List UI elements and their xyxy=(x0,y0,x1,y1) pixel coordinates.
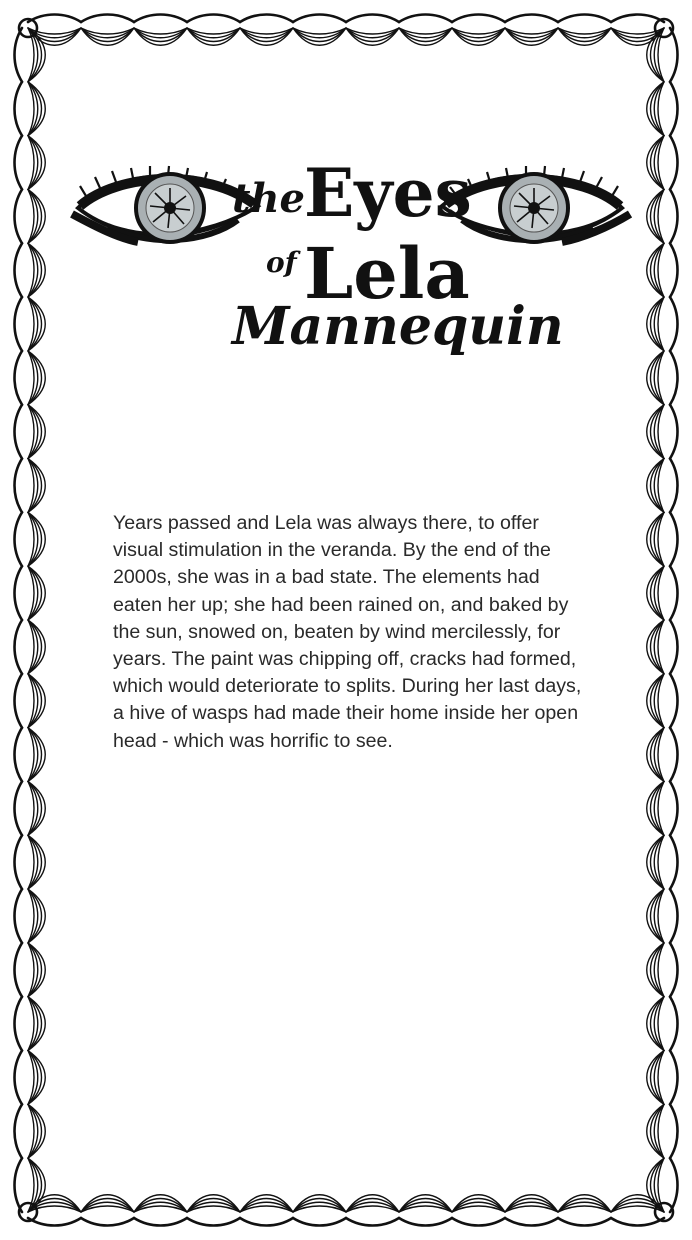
border-scallop xyxy=(81,1202,134,1212)
border-scallop xyxy=(28,1051,38,1105)
border-scallop xyxy=(346,28,399,38)
border-scallop xyxy=(28,405,38,459)
border-scallop xyxy=(505,15,558,23)
border-scallop xyxy=(81,1199,134,1213)
border-scallop xyxy=(134,28,187,42)
border-scallop xyxy=(654,136,664,190)
border-scallop xyxy=(28,136,42,190)
border-scallop xyxy=(28,835,42,889)
border-scallop xyxy=(505,1202,558,1212)
border-scallop xyxy=(28,674,42,728)
border-scallop xyxy=(28,1104,38,1158)
border-scallop xyxy=(15,997,23,1051)
border-scallop xyxy=(651,889,665,943)
border-scallop xyxy=(452,28,505,38)
border-scallop xyxy=(651,243,665,297)
border-scallop xyxy=(28,997,42,1051)
border-scallop xyxy=(28,889,42,943)
border-scallop xyxy=(15,136,23,190)
border-scallop xyxy=(558,1218,611,1226)
border-scallop xyxy=(28,189,38,243)
border-scallop xyxy=(28,1218,81,1226)
border-scallop xyxy=(15,1051,23,1105)
border-scallop xyxy=(670,243,678,297)
border-scallop xyxy=(654,189,664,243)
story-paragraph: Years passed and Lela was always there, to offer visual stimulation in the veranda. By the end of the 2000s, she was in a bad state. The elements had eaten her up; she had been rained on, and baked by the sun, snowed on, beaten by wind mercilessly, for years. The paint was chipping off, cracks had formed, which would deteriorate to splits. During her last days, a hive of wasps had made their home inside her open head - which was horrific to see. xyxy=(113,512,582,752)
border-scallop xyxy=(240,28,293,38)
border-scallop xyxy=(346,15,399,23)
border-scallop xyxy=(81,1218,134,1226)
border-scallop xyxy=(28,189,42,243)
border-scallop xyxy=(187,1202,240,1212)
border-scallop xyxy=(15,781,23,835)
border-scallop xyxy=(15,243,23,297)
border-scallop xyxy=(15,351,23,405)
border-scallop xyxy=(654,1104,664,1158)
border-scallop xyxy=(293,28,346,42)
border-scallop xyxy=(651,351,665,405)
border-scallop xyxy=(15,28,23,82)
border-scallop xyxy=(670,512,678,566)
border-scallop xyxy=(187,28,240,42)
border-scallop xyxy=(134,1199,187,1213)
title-word-of: of xyxy=(266,246,297,279)
border-scallop xyxy=(15,189,23,243)
border-scallop xyxy=(452,1202,505,1212)
border-scallop xyxy=(670,781,678,835)
border-scallop xyxy=(240,1218,293,1226)
border-scallop xyxy=(654,351,664,405)
border-scallop xyxy=(452,1199,505,1213)
border-scallop xyxy=(654,82,664,136)
border-scallop xyxy=(293,1218,346,1226)
border-scallop xyxy=(505,28,558,38)
border-scallop xyxy=(28,297,38,351)
border-scallop xyxy=(293,1202,346,1212)
border-scallop xyxy=(651,405,665,459)
border-scallop xyxy=(651,943,665,997)
title-word-eyes: Eyes xyxy=(304,154,472,232)
border-scallop xyxy=(240,15,293,23)
border-scallop xyxy=(28,943,42,997)
border-scallop xyxy=(28,15,81,23)
border-scallop xyxy=(134,28,187,38)
border-scallop xyxy=(187,15,240,23)
border-scallop xyxy=(346,1218,399,1226)
border-scallop xyxy=(15,1104,23,1158)
border-scallop xyxy=(670,1158,678,1212)
border-scallop xyxy=(558,1202,611,1212)
border-scallop xyxy=(28,728,42,782)
border-scallop xyxy=(670,1051,678,1105)
border-scallop xyxy=(28,620,42,674)
border-scallop xyxy=(654,297,664,351)
border-scallop xyxy=(670,1104,678,1158)
border-scallop xyxy=(654,620,664,674)
border-scallop xyxy=(28,943,38,997)
border-scallop xyxy=(670,889,678,943)
border-scallop xyxy=(654,997,664,1051)
border-scallop xyxy=(28,459,42,513)
border-scallop xyxy=(28,405,42,459)
left-eye-icon xyxy=(72,166,258,242)
border-scallop xyxy=(651,82,665,136)
border-scallop xyxy=(240,28,293,42)
border-scallop xyxy=(28,136,38,190)
border-scallop xyxy=(670,405,678,459)
border-scallop xyxy=(346,1199,399,1213)
border-scallop xyxy=(15,728,23,782)
border-scallop xyxy=(651,674,665,728)
border-scallop xyxy=(670,28,678,82)
border-scallop xyxy=(651,1104,665,1158)
border-scallop xyxy=(651,297,665,351)
border-scallop xyxy=(670,566,678,620)
border-scallop xyxy=(15,297,23,351)
border-scallop xyxy=(654,243,664,297)
border-scallop xyxy=(651,997,665,1051)
border-scallop xyxy=(654,889,664,943)
border-scallop xyxy=(15,512,23,566)
border-scallop xyxy=(28,243,42,297)
border-scallop xyxy=(293,1199,346,1213)
border-scallop xyxy=(558,28,611,42)
border-scallop xyxy=(28,620,38,674)
border-scallop xyxy=(505,1218,558,1226)
border-scallop xyxy=(654,1051,664,1105)
border-scallop xyxy=(558,15,611,23)
border-scallop xyxy=(28,82,42,136)
border-scallop xyxy=(654,728,664,782)
border-scallop xyxy=(15,566,23,620)
border-scallop xyxy=(399,1218,452,1226)
border-scallop xyxy=(293,15,346,23)
border-scallop xyxy=(452,15,505,23)
border-scallop xyxy=(187,1199,240,1213)
border-scallop xyxy=(670,835,678,889)
border-scallop xyxy=(81,28,134,38)
border-scallop xyxy=(654,405,664,459)
border-scallop xyxy=(28,459,38,513)
title-word-lela: Lela xyxy=(304,232,470,315)
border-scallop xyxy=(134,1218,187,1226)
border-scallop xyxy=(670,189,678,243)
border-scallop xyxy=(28,512,42,566)
border-scallop xyxy=(651,835,665,889)
border-scallop xyxy=(654,512,664,566)
border-scallop xyxy=(651,189,665,243)
border-scallop xyxy=(452,1218,505,1226)
border-scallop xyxy=(81,15,134,23)
border-scallop xyxy=(399,1202,452,1212)
border-scallop xyxy=(134,1202,187,1212)
border-scallop xyxy=(654,566,664,620)
border-scallop xyxy=(28,243,38,297)
border-scallop xyxy=(670,459,678,513)
border-scallop xyxy=(654,835,664,889)
border-scallop xyxy=(505,1199,558,1213)
border-scallop xyxy=(654,674,664,728)
border-scallop xyxy=(28,781,38,835)
border-scallop xyxy=(187,1218,240,1226)
border-scallop xyxy=(28,997,38,1051)
border-scallop xyxy=(670,728,678,782)
border-scallop xyxy=(670,136,678,190)
border-scallop xyxy=(15,835,23,889)
border-scallop xyxy=(558,1199,611,1213)
border-scallop xyxy=(670,674,678,728)
border-scallop xyxy=(399,15,452,23)
title-word-the: the xyxy=(232,175,306,222)
border-scallop xyxy=(240,1199,293,1213)
border-scallop xyxy=(670,997,678,1051)
border-scallop xyxy=(28,566,38,620)
border-scallop xyxy=(651,459,665,513)
border-scallop xyxy=(15,943,23,997)
border-scallop xyxy=(654,943,664,997)
border-scallop xyxy=(28,351,42,405)
border-scallop xyxy=(651,781,665,835)
border-scallop xyxy=(28,889,38,943)
border-scallop xyxy=(670,82,678,136)
border-scallop xyxy=(81,28,134,42)
border-scallop xyxy=(670,620,678,674)
border-scallop xyxy=(654,781,664,835)
border-scallop xyxy=(240,1202,293,1212)
border-scallop xyxy=(505,28,558,42)
border-scallop xyxy=(670,943,678,997)
title-word-mannequin: Mannequin xyxy=(232,296,564,357)
border-scallop xyxy=(15,620,23,674)
border-scallop xyxy=(670,351,678,405)
border-scallop xyxy=(346,28,399,42)
border-scallop xyxy=(452,28,505,42)
border-scallop xyxy=(293,28,346,38)
border-scallop xyxy=(28,1104,42,1158)
border-scallop xyxy=(399,1199,452,1213)
border-scallop xyxy=(28,728,38,782)
border-scallop xyxy=(346,1202,399,1212)
border-scallop xyxy=(15,82,23,136)
border-scallop xyxy=(28,512,38,566)
border-scallop xyxy=(399,28,452,42)
border-scallop xyxy=(28,566,42,620)
border-scallop xyxy=(651,728,665,782)
border-scallop xyxy=(15,1158,23,1212)
border-scallop xyxy=(651,136,665,190)
border-scallop xyxy=(651,512,665,566)
border-scallop xyxy=(558,28,611,38)
border-scallop xyxy=(134,15,187,23)
border-scallop xyxy=(28,1051,42,1105)
border-scallop xyxy=(15,459,23,513)
border-scallop xyxy=(28,82,38,136)
border-scallop xyxy=(651,1051,665,1105)
border-scallop xyxy=(670,297,678,351)
border-scallop xyxy=(28,781,42,835)
title-block xyxy=(60,130,632,380)
border-scallop xyxy=(15,405,23,459)
border-scallop xyxy=(15,674,23,728)
border-scallop xyxy=(611,1218,664,1226)
border-scallop xyxy=(651,566,665,620)
border-scallop xyxy=(654,459,664,513)
border-scallop xyxy=(399,28,452,38)
border-scallop xyxy=(28,351,38,405)
border-scallop xyxy=(28,297,42,351)
border-scallop xyxy=(611,15,664,23)
border-scallop xyxy=(28,674,38,728)
border-scallop xyxy=(187,28,240,38)
border-scallop xyxy=(28,835,38,889)
border-scallop xyxy=(15,889,23,943)
border-scallop xyxy=(651,620,665,674)
